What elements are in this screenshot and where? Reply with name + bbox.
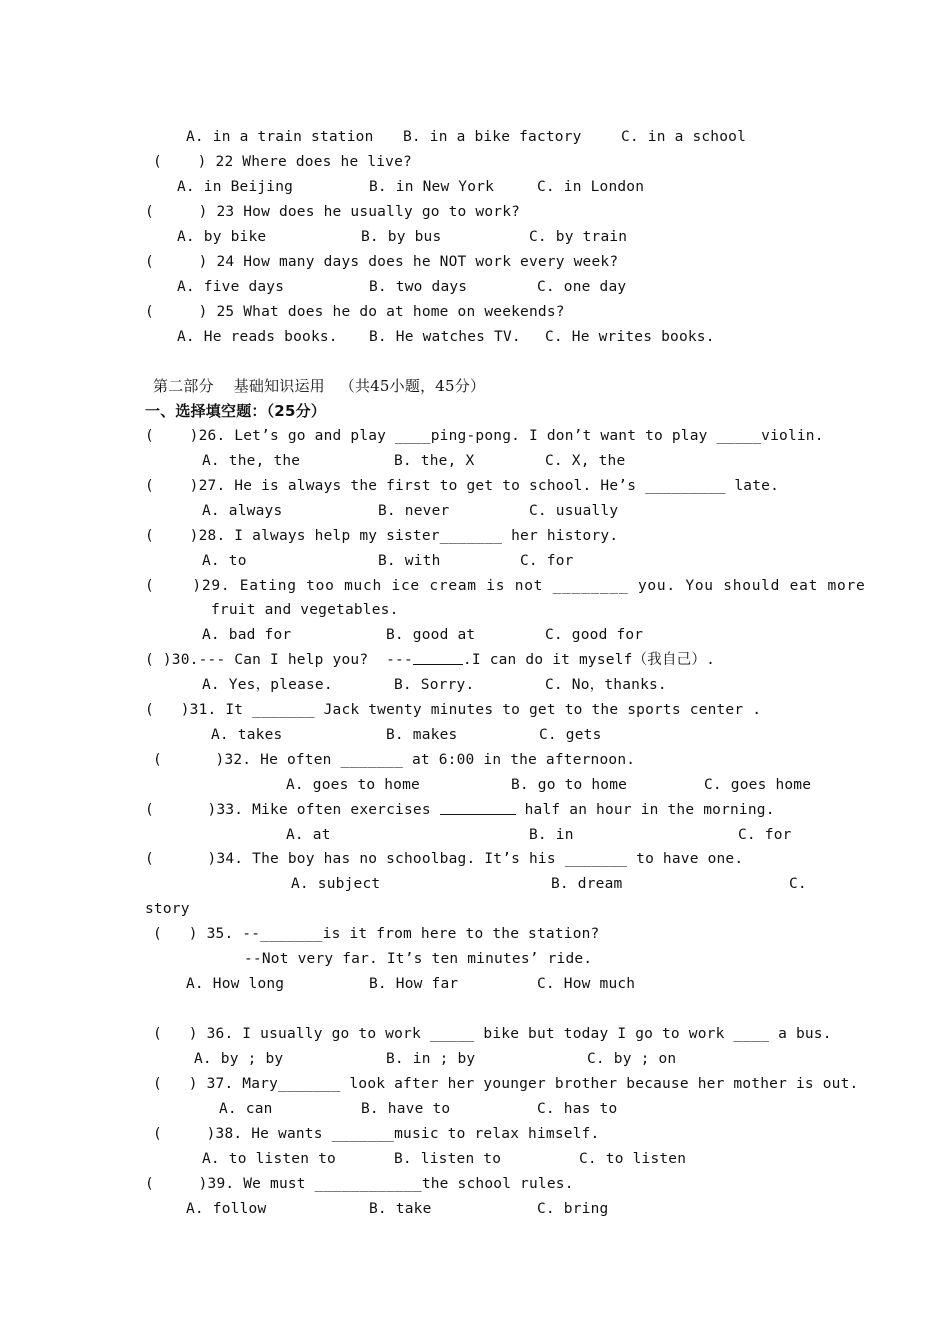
q25-option-c: C. He writes books.: [545, 329, 715, 345]
q35-option-b: B. How far: [369, 976, 459, 992]
q22-option-c: C. in London: [537, 179, 645, 195]
q22-option-b: B. in New York: [369, 179, 495, 195]
q37-stem: ( ) 37. Mary_______ look after her younger brother because her mother is out.: [153, 1076, 859, 1092]
q21-option-c: C. in a school: [621, 129, 747, 145]
q30-stem-after: .I can do it myself（我自己）.: [462, 652, 716, 668]
q37-option-c: C. has to: [537, 1101, 618, 1117]
q30-stem: [145, 650, 715, 670]
q24-stem: ( ) 24 How many days does he NOT work every week?: [145, 254, 619, 270]
q25-option-b: B. He watches TV.: [369, 329, 521, 345]
q39-option-a: A. follow: [186, 1201, 267, 1217]
q34-option-b: B. dream: [551, 876, 623, 892]
q39-option-b: B. take: [369, 1201, 432, 1217]
q32-option-b: B. go to home: [511, 777, 628, 793]
q33-stem-before: ( )33. Mike often exercises: [145, 802, 440, 818]
q30-option-b: B. Sorry.: [394, 677, 475, 693]
q35-stem-cont: --Not very far. It’s ten minutes’ ride.: [244, 951, 593, 967]
q34-option-c: C.: [789, 876, 807, 892]
q38-option-a: A. to listen to: [202, 1151, 336, 1167]
q24-option-c: C. one day: [537, 279, 627, 295]
q31-option-a: A. takes: [211, 727, 283, 743]
q27-option-a: A. always: [202, 503, 283, 519]
q37-option-b: B. have to: [361, 1101, 451, 1117]
q33-option-c: C. for: [738, 827, 792, 843]
q23-option-a: A. by bike: [177, 229, 267, 245]
q33-stem-after: half an hour in the morning.: [515, 802, 775, 818]
q33-answer-blank[interactable]: [440, 800, 516, 815]
q24-option-a: A. five days: [177, 279, 285, 295]
q35-stem: ( ) 35. --_______is it from here to the station?: [153, 926, 600, 942]
q34-option-c-text: story: [145, 901, 190, 917]
q35-option-c: C. How much: [537, 976, 636, 992]
q31-stem: ( )31. It _______ Jack twenty minutes to get to the sports center .: [145, 702, 762, 718]
q38-option-c: C. to listen: [579, 1151, 687, 1167]
q26-option-b: B. the, X: [394, 453, 475, 469]
q23-stem: ( ) 23 How does he usually go to work?: [145, 204, 521, 220]
q25-stem: ( ) 25 What does he do at home on weekends?: [145, 304, 565, 320]
q22-option-a: A. in Beijing: [177, 179, 294, 195]
q38-option-b: B. listen to: [394, 1151, 502, 1167]
q36-option-a: A. by ; by: [194, 1051, 284, 1067]
q21-option-a: A. in a train station: [186, 129, 374, 145]
q22-stem: ( ) 22 Where does he live?: [153, 154, 412, 170]
q29-stem-cont: fruit and vegetables.: [211, 602, 399, 618]
q26-option-a: A. the, the: [202, 453, 301, 469]
q38-stem: ( )38. He wants _______music to relax himself.: [153, 1126, 600, 1142]
q33-option-b: B. in: [529, 827, 574, 843]
q35-option-a: A. How long: [186, 976, 285, 992]
q24-option-b: B. two days: [369, 279, 468, 295]
q32-stem: ( )32. He often _______ at 6:00 in the afternoon.: [153, 752, 636, 768]
q30-option-c: C. No，thanks.: [545, 677, 667, 693]
q39-stem: ( )39. We must ____________the school rules.: [145, 1176, 574, 1192]
part2-title: 第二部分 基础知识运用 （共45小题，45分）: [153, 377, 486, 395]
q32-option-a: A. goes to home: [286, 777, 420, 793]
q28-option-b: B. with: [378, 553, 441, 569]
q36-stem: ( ) 36. I usually go to work _____ bike but today I go to work ____ a bus.: [153, 1026, 832, 1042]
q33-option-a: A. at: [286, 827, 331, 843]
q26-option-c: C. X, the: [545, 453, 626, 469]
q33-stem: [145, 800, 775, 820]
q39-option-c: C. bring: [537, 1201, 609, 1217]
q27-option-c: C. usually: [529, 503, 619, 519]
q26-stem: ( )26. Let’s go and play ____ping-pong. I don’t want to play _____violin.: [145, 428, 824, 444]
q29-option-a: A. bad for: [202, 627, 292, 643]
q23-option-b: B. by bus: [361, 229, 442, 245]
q27-option-b: B. never: [378, 503, 450, 519]
q32-option-c: C. goes home: [704, 777, 812, 793]
q27-stem: ( )27. He is always the first to get to school. He’s _________ late.: [145, 478, 780, 494]
q29-stem: ( )29. Eating too much ice cream is not ________ you. You should eat more: [145, 578, 866, 594]
q30-option-a: A. Yes，please.: [202, 677, 333, 693]
section1-title: 一、选择填空题：（25分）: [145, 402, 326, 420]
q34-option-a: A. subject: [291, 876, 381, 892]
q29-option-c: C. good for: [545, 627, 644, 643]
q30-answer-blank[interactable]: [413, 650, 463, 665]
q28-stem: ( )28. I always help my sister_______ her history.: [145, 528, 619, 544]
q28-option-a: A. to: [202, 553, 247, 569]
q21-option-b: B. in a bike factory: [403, 129, 582, 145]
q36-option-c: C. by ; on: [587, 1051, 677, 1067]
q25-option-a: A. He reads books.: [177, 329, 338, 345]
q30-stem-before: ( )30.--- Can I help you? ---: [145, 652, 413, 668]
q34-stem: ( )34. The boy has no schoolbag. It’s his _______ to have one.: [145, 851, 744, 867]
q28-option-c: C. for: [520, 553, 574, 569]
q23-option-c: C. by train: [529, 229, 628, 245]
q31-option-b: B. makes: [386, 727, 458, 743]
q36-option-b: B. in ; by: [386, 1051, 476, 1067]
q29-option-b: B. good at: [386, 627, 476, 643]
q37-option-a: A. can: [219, 1101, 273, 1117]
q31-option-c: C. gets: [539, 727, 602, 743]
